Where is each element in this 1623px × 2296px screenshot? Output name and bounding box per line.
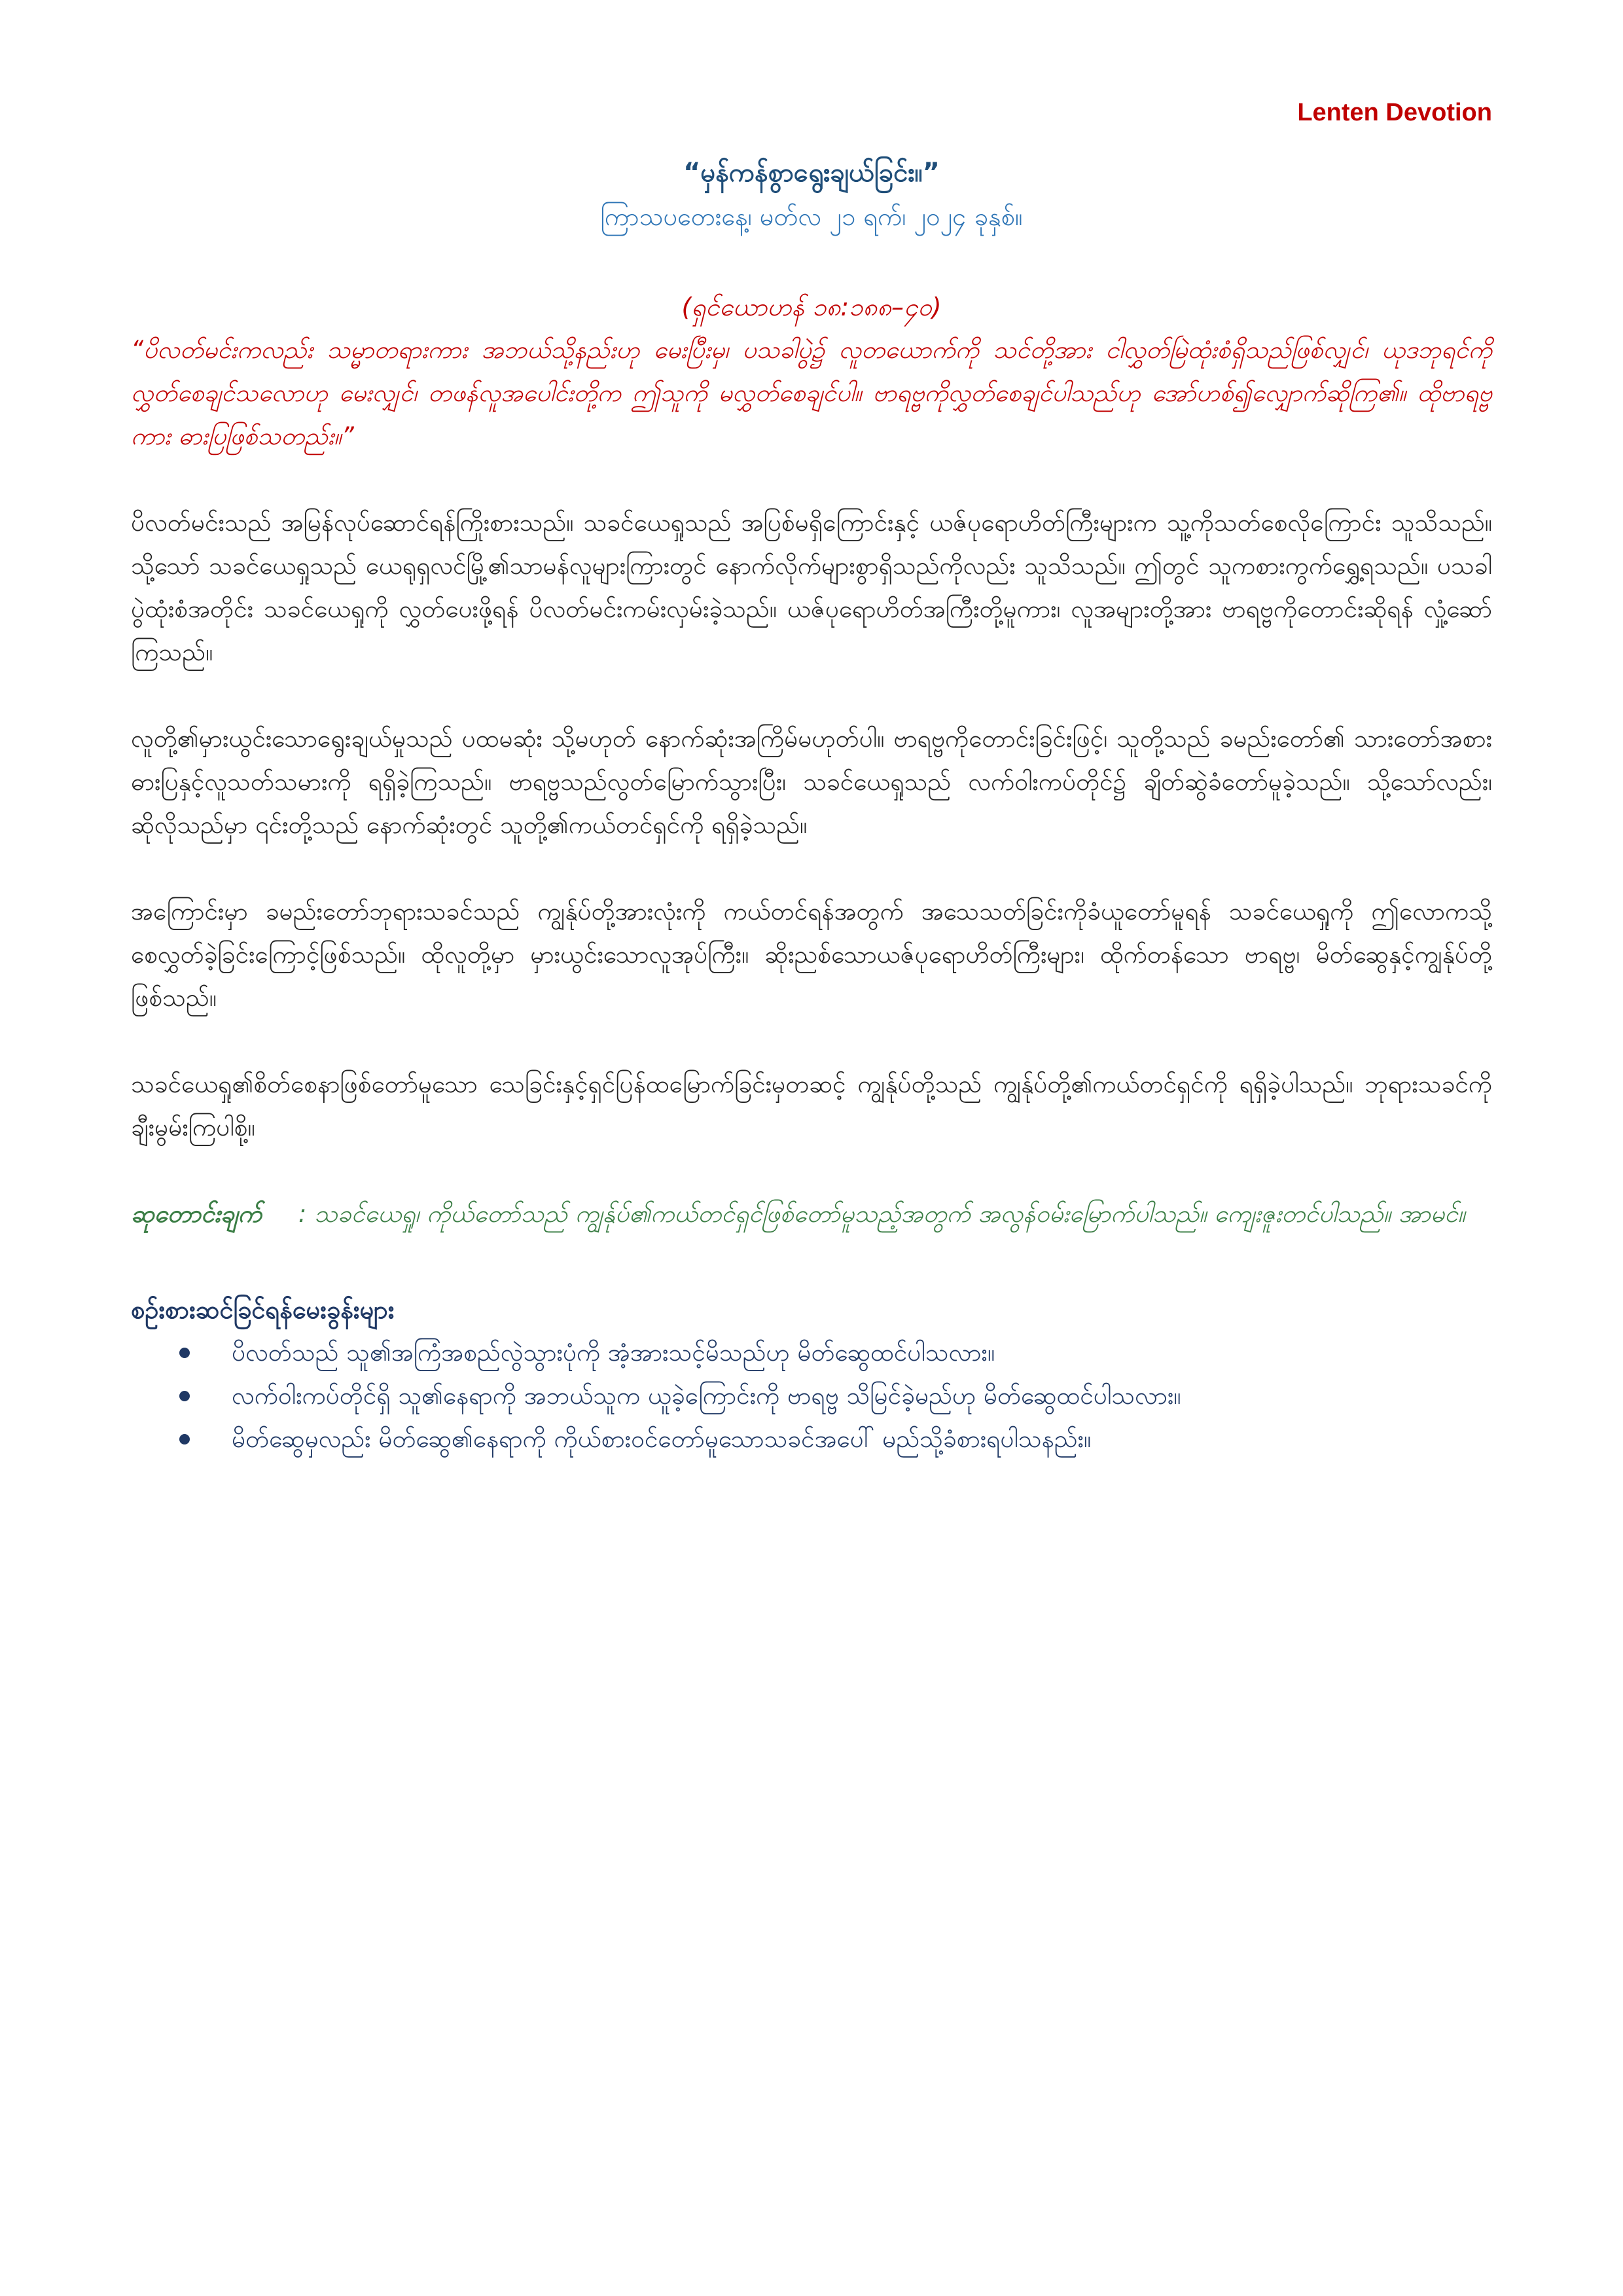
prayer	[131, 1193, 1492, 1236]
devotion-title: “မှန်ကန်စွာရွေးချယ်ခြင်း။”	[683, 158, 940, 188]
question-item	[179, 1418, 1492, 1461]
body-paragraph-2: လူတို့၏မှားယွင်းသောရွေးချယ်မှုသည် ပထမဆုံး သို့မဟုတ် နောက်ဆုံးအကြိမ်မဟုတ်ပါ။ ဗာရဗ္ဗကိုတောင်းခြင်းဖြင့်၊ သူတို့သည် ခမည်းတော်၏ သားတော်အစား ဓားပြနှင့်လူသတ်သမားကို ရရှိခဲ့ကြသည်။ ဗာရဗ္ဗသည်လွတ်မြောက်သွားပြီး၊ သခင်ယေရှုသည် လက်ဝါးကပ်တိုင်၌ ချိတ်ဆွဲခံတော်မူခဲ့သည်။ သို့သော်လည်း၊ ဆိုလိုသည်မှာ ၎င်းတို့သည် နောက်ဆုံးတွင် သူတို့၏ကယ်တင်ရှင်ကို ရရှိခဲ့သည်။	[131, 725, 1492, 839]
scripture-text: “ပိလတ်မင်းကလည်း သမ္မာတရားကား အဘယ်သို့နည်းဟု မေးပြီးမှ၊ ပသခါပွဲ၌ လူတယောက်ကို သင်တို့အား ငါလွှတ်မြဲထုံးစံရှိသည်ဖြစ်လျှင်၊ ယုဒဘုရင်ကို လွှတ်စေချင်သလောဟု မေးလျှင်၊ တဖန်လူအပေါင်းတို့က ဤသူကို မလွှတ်စေချင်ပါ။ ဗာရဗ္ဗကိုလွှတ်စေချင်ပါသည်ဟု အော်ဟစ်၍လျှောက်ဆိုကြ၏။ ထိုဗာရဗ္ဗကား ဓားပြဖြစ်သတည်း။”	[131, 336, 1492, 450]
bullet-icon	[179, 1434, 190, 1444]
prayer-text: : သခင်ယေရှု၊ ကိုယ်တော်သည် ကျွန်ုပ်၏ကယ်တင်ရှင်ဖြစ်တော်မူသည့်အတွက် အလွန်ဝမ်းမြောက်ပါသည်။ ကျေးဇူးတင်ပါသည်။ အာမင်။	[298, 1200, 1465, 1228]
bullet-icon	[179, 1348, 190, 1358]
question-item	[179, 1331, 1492, 1374]
body-paragraph-3: အကြောင်းမှာ ခမည်းတော်ဘုရားသခင်သည် ကျွန်ုပ်တို့အားလုံးကို ကယ်တင်ရန်အတွက် အသေသတ်ခြင်းကိုခံယူတော်မူရန် သခင်ယေရှုကို ဤလောကသို့စေလွှတ်ခဲ့ခြင်းကြောင့်ဖြစ်သည်။ ထိုလူတို့မှာ မှားယွင်းသောလူအုပ်ကြီး။ ဆိုးညစ်သောယဇ်ပုရောဟိတ်ကြီးများ၊ ထိုက်တန်သော ဗာရဗ္ဗ၊ မိတ်ဆွေနှင့်ကျွန်ုပ်တို့ဖြစ်သည်။	[131, 897, 1492, 1012]
body-paragraph-1: ပိလတ်မင်းသည် အမြန်လုပ်ဆောင်ရန်ကြိုးစားသည်။ သခင်ယေရှုသည် အပြစ်မရှိကြောင်းနှင့် ယဇ်ပုရောဟိတ်ကြီးများက သူ့ကိုသတ်စေလိုကြောင်း သူသိသည်။ သို့သော် သခင်ယေရှုသည် ယေရုရှလင်မြို့၏သာမန်လူများကြားတွင် နောက်လိုက်များစွာရှိသည်ကိုလည်း သူသိသည်။ ဤတွင် သူကစားကွက်ရွှေ့ရသည်။ ပသခါပွဲထုံးစံအတိုင်း သခင်ယေရှုကို လွှတ်ပေးဖို့ရန် ပိလတ်မင်းကမ်းလှမ်းခဲ့သည်။ ယဇ်ပုရောဟိတ်အကြီးတို့မူကား၊ လူအများတို့အား ဗာရဗ္ဗကိုတောင်းဆိုရန် လှုံ့ဆော်ကြသည်။	[131, 509, 1492, 666]
question-text: လက်ဝါးကပ်တိုင်ရှိ သူ၏နေရာကို အဘယ်သူက ယူခဲ့ကြောင်းကို ဗာရဗ္ဗ သိမြင်ခဲ့မည်ဟု မိတ်ဆွေထင်ပါသလား။	[232, 1382, 1181, 1410]
questions-list	[131, 1331, 1492, 1461]
scripture-reference: (ရှင်ယောဟန် ၁၈:၁၈၈–၄၀)	[681, 293, 942, 321]
question-item	[179, 1374, 1492, 1418]
question-text: ပိလတ်သည် သူ၏အကြံအစည်လွဲသွားပုံကို အံ့အားသင့်မိသည်ဟု မိတ်ဆွေထင်ပါသလား။	[232, 1338, 995, 1367]
question-text: မိတ်ဆွေမှလည်း မိတ်ဆွေ၏နေရာကို ကိုယ်စားဝင်တော်မူသောသခင်အပေါ် မည်သို့ခံစားရပါသနည်း။	[232, 1425, 1092, 1453]
devotion-date: ကြာသပတေးနေ့၊ မတ်လ ၂၁ ရက်၊ ၂၀၂၄ ခုနှစ်။	[600, 202, 1023, 231]
questions-heading: စဉ်းစားဆင်ခြင်ရန်မေးခွန်းများ	[131, 1295, 395, 1324]
prayer-label: ဆုတောင်းချက်	[131, 1200, 262, 1228]
bullet-icon	[179, 1391, 190, 1401]
header-label: Lenten Devotion	[1297, 99, 1492, 126]
body-paragraph-4: သခင်ယေရှု၏စိတ်စေနာဖြစ်တော်မူသော သေခြင်းနှင့်ရှင်ပြန်ထမြောက်ခြင်းမှတဆင့် ကျွန်ုပ်တို့သည် ကျွန်ုပ်တို့၏ကယ်တင်ရှင်ကို ရရှိခဲ့ပါသည်။ ဘုရားသခင်ကို ချီးမွမ်းကြပါစို့။	[131, 1070, 1492, 1141]
devotion-page	[131, 92, 1492, 1461]
